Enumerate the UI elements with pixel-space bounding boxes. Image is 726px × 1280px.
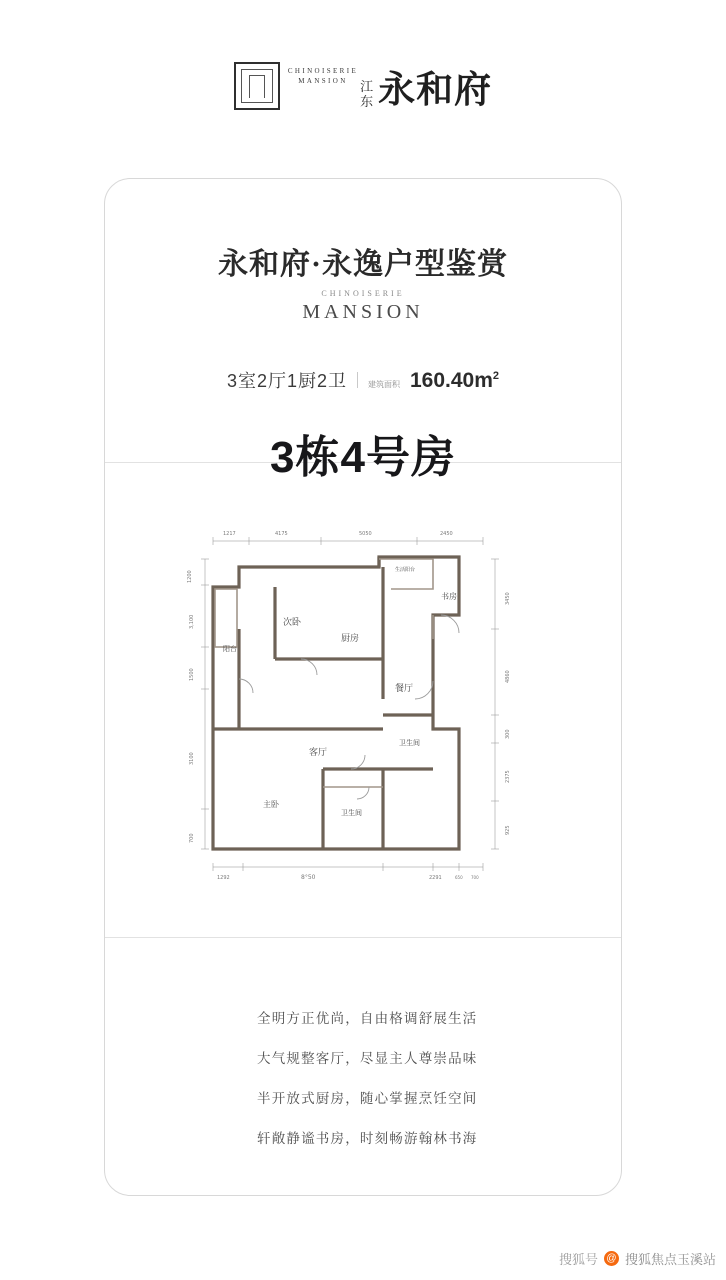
svg-text:主卧: 主卧 [263, 800, 279, 809]
card-subtitle-large: MANSION [302, 301, 424, 323]
svg-text:700: 700 [471, 875, 479, 880]
svg-text:客厅: 客厅 [309, 748, 328, 758]
svg-text:1217: 1217 [223, 531, 236, 537]
svg-text:5050: 5050 [359, 531, 372, 537]
floorplan-drawing [183, 519, 543, 899]
unit-room-config: 3室2厅1厨2卫 [226, 371, 347, 391]
brand-logo [0, 62, 726, 110]
svg-text:1500: 1500 [189, 668, 195, 681]
brand-name: 永和府 [378, 70, 493, 111]
svg-text:700: 700 [189, 833, 195, 843]
area-unit-exponent: 2 [492, 370, 500, 382]
svg-text:1200: 1200 [187, 570, 193, 583]
area-label: 建筑面积 [368, 380, 400, 389]
svg-text:2450: 2450 [440, 531, 453, 537]
list-item: 全明方正优尚，自由格调舒展生活 [257, 1011, 478, 1026]
list-item: 半开放式厨房，随心掌握烹饪空间 [257, 1091, 478, 1106]
watermark [559, 1249, 716, 1268]
brand-region-char2: 东 [360, 94, 374, 109]
svg-text:1292: 1292 [217, 875, 230, 881]
svg-text:厨房: 厨房 [341, 634, 360, 644]
watermark-label: 搜狐号 [558, 1252, 598, 1267]
feature-list [257, 1007, 577, 1167]
floorplan-card [104, 178, 622, 1196]
spec-divider [357, 372, 358, 388]
svg-text:生活阳台: 生活阳台 [395, 567, 416, 573]
brand-english-line2: MANSION [298, 77, 348, 85]
svg-text:3100: 3100 [189, 752, 195, 765]
svg-text:300: 300 [505, 729, 511, 739]
unit-spec-row [105, 367, 621, 393]
card-subtitle-small: CHINOISERIE [321, 289, 405, 298]
svg-text:卫生间: 卫生间 [399, 739, 420, 747]
svg-text:4175: 4175 [275, 531, 288, 537]
brand-english-line1: CHINOISERIE [287, 67, 359, 75]
svg-text:书房: 书房 [441, 592, 457, 601]
svg-text:餐厅: 餐厅 [395, 684, 414, 694]
svg-text:次卧: 次卧 [283, 618, 302, 628]
svg-text:650: 650 [455, 875, 463, 880]
area-value [410, 369, 499, 393]
svg-text:3,100: 3,100 [189, 614, 195, 629]
list-item: 大气规整客厅，尽显主人尊崇品味 [257, 1051, 478, 1066]
svg-text:4860: 4860 [505, 670, 511, 683]
svg-text:925: 925 [505, 825, 511, 835]
watermark-account-name: 搜狐焦点玉溪站 [624, 1252, 716, 1267]
svg-text:8°50: 8°50 [301, 874, 316, 881]
brand-region [360, 79, 373, 109]
area-number: 160.40m [410, 369, 493, 392]
sohu-logo-icon: @ [604, 1251, 619, 1266]
unit-number-heading: 3栋4号房 [270, 433, 456, 482]
brand-region-char1: 江 [360, 79, 374, 94]
divider-bottom [105, 937, 621, 938]
svg-text:阳台: 阳台 [223, 645, 237, 653]
seal-frame-icon [234, 62, 280, 110]
list-item: 轩敞静谧书房，时刻畅游翰林书海 [257, 1131, 478, 1146]
svg-text:卫生间: 卫生间 [341, 809, 362, 817]
svg-text:2291: 2291 [429, 875, 442, 881]
page-title: 永和府·永逸户型鉴赏 [217, 248, 508, 281]
svg-text:2375: 2375 [505, 770, 511, 783]
brand-english [288, 66, 358, 86]
svg-text:3450: 3450 [505, 592, 511, 605]
